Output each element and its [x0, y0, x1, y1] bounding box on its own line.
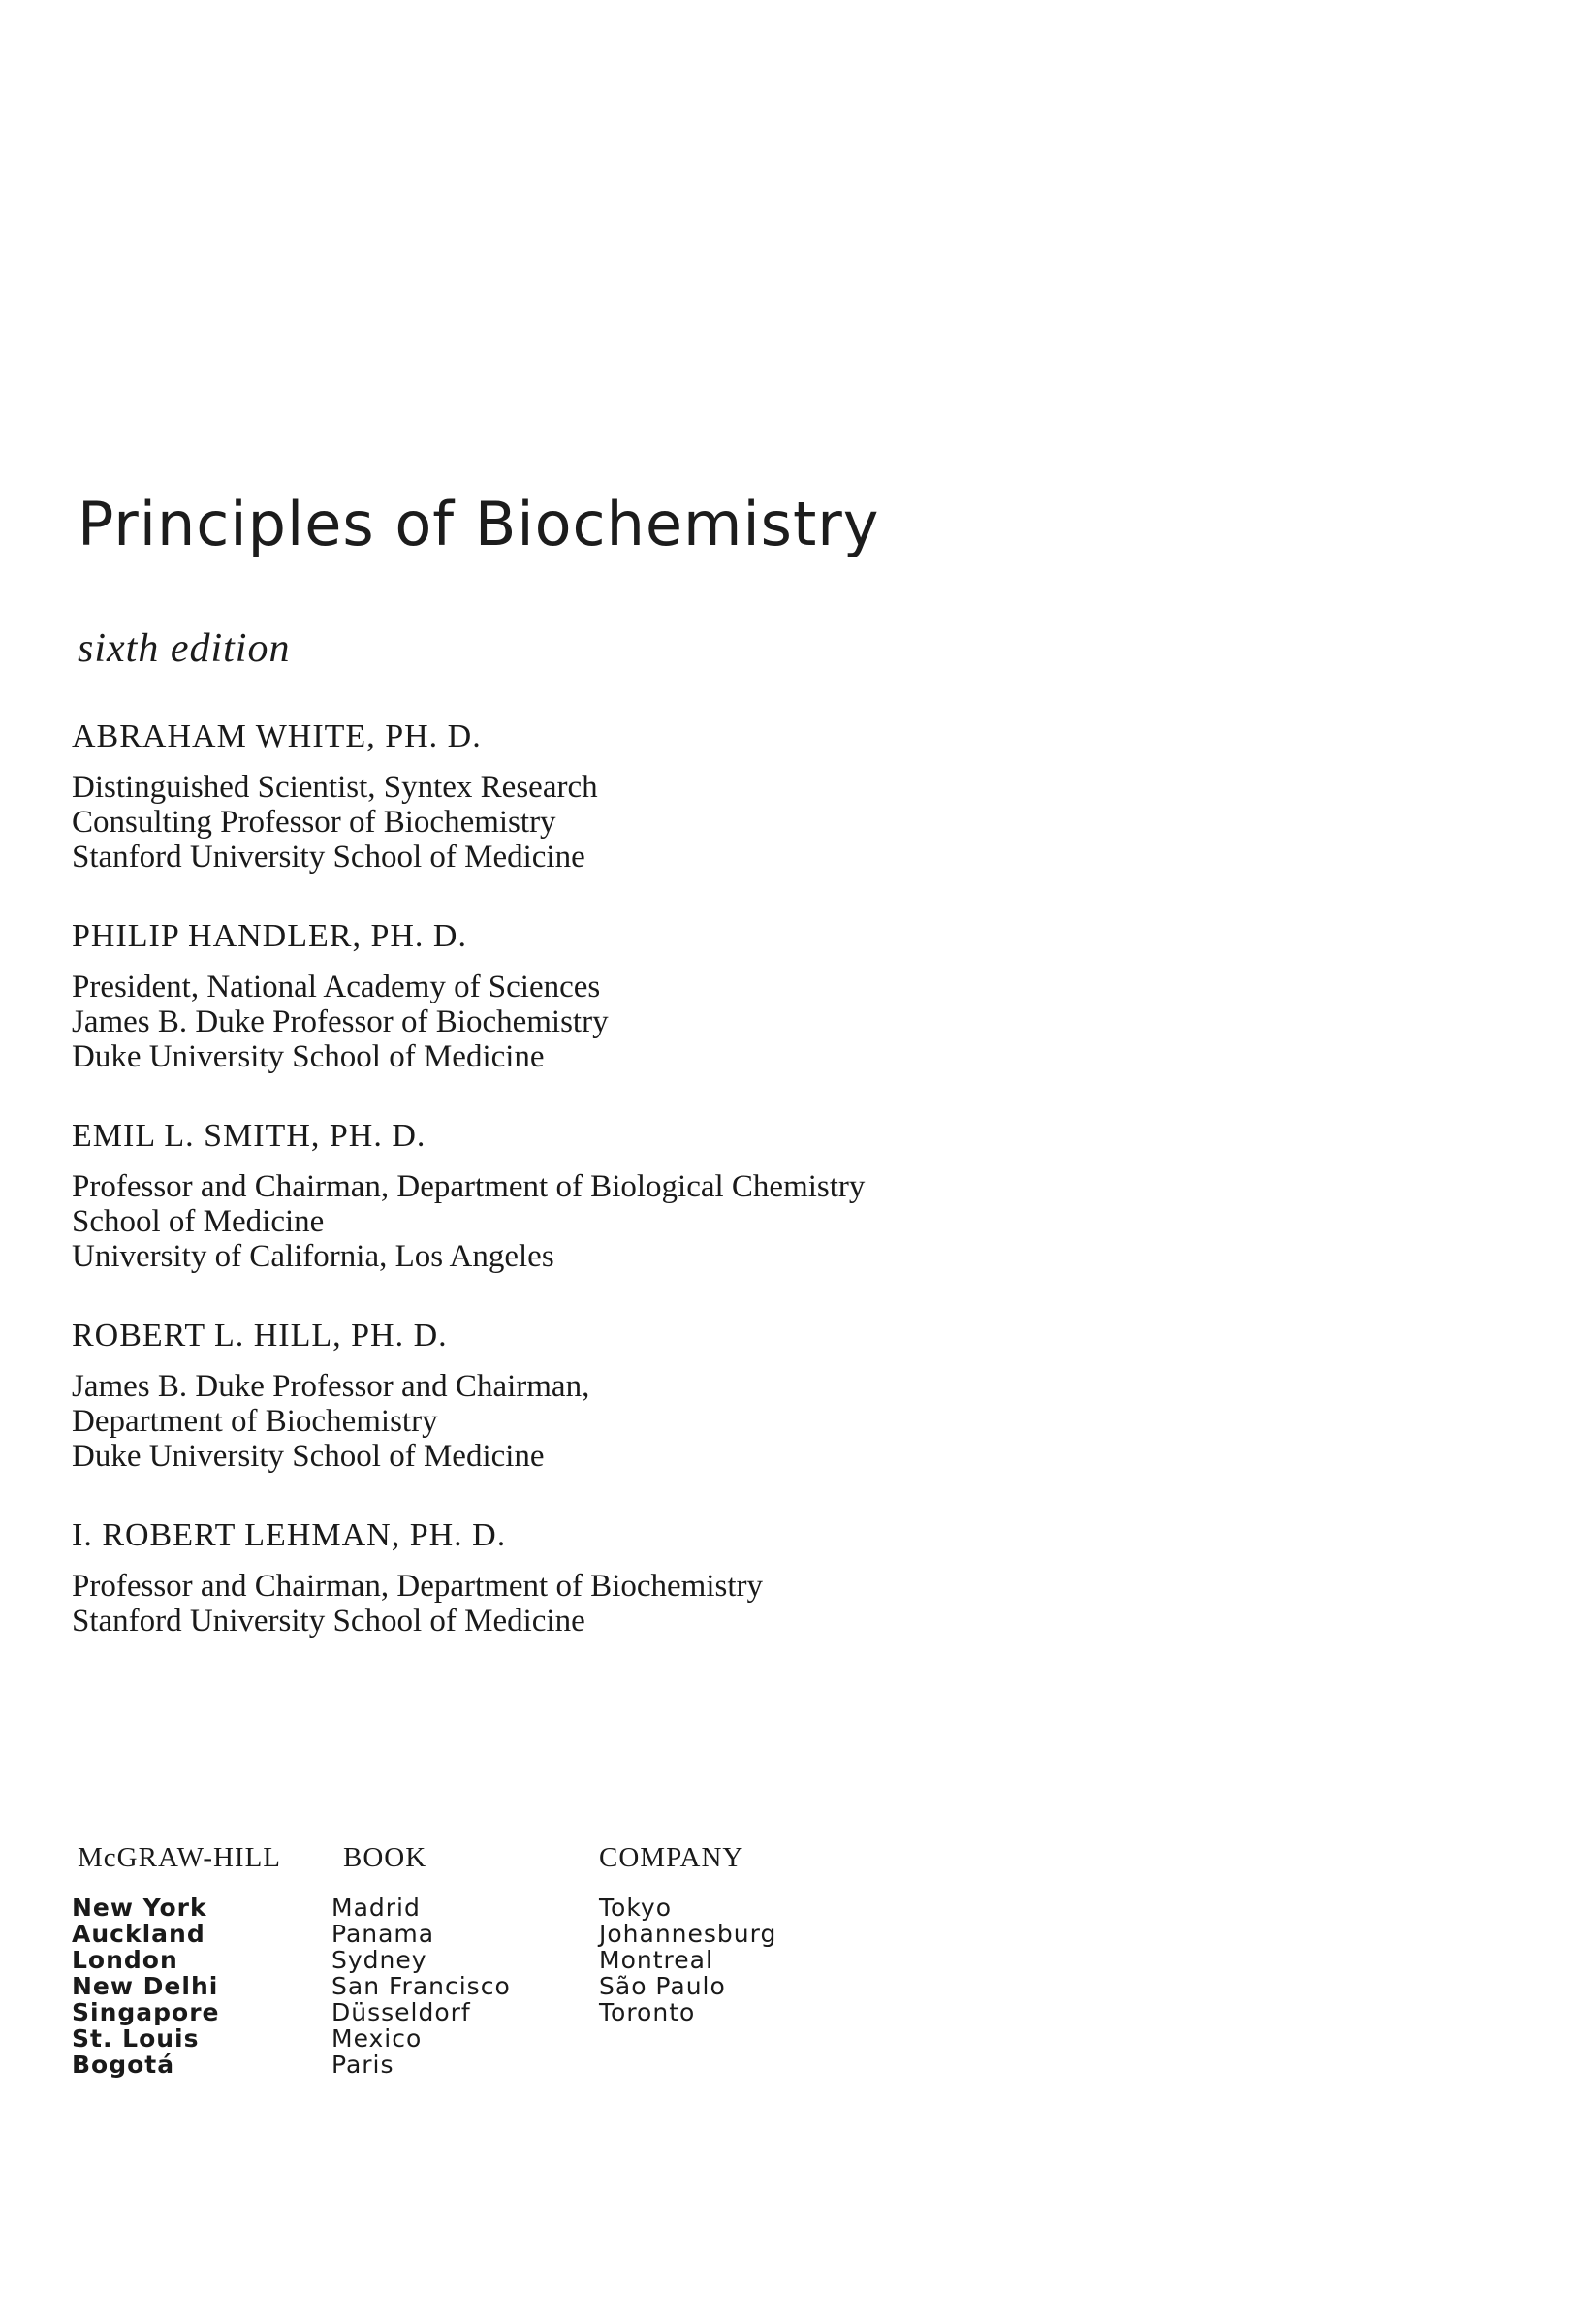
city-name: Mexico — [331, 2024, 423, 2053]
city-name: Madrid — [331, 1894, 421, 1922]
author-affiliation: Duke University School of Medicine — [72, 1039, 545, 1074]
edition-label: sixth edition — [78, 626, 291, 671]
city-name: Sydney — [331, 1946, 427, 1974]
author-affiliation: Professor and Chairman, Department of Biological Chemistry — [72, 1169, 866, 1204]
city-name: Bogotá — [72, 2051, 175, 2079]
author-entry — [72, 917, 1429, 1074]
author-affiliation: Duke University School of Medicine — [72, 1439, 545, 1474]
page-title: Principles of Biochemistry — [78, 488, 880, 559]
city-name: Auckland — [72, 1920, 205, 1948]
city-name: São Paulo — [599, 1972, 726, 2000]
authors-list — [72, 717, 1429, 1681]
publisher-block — [72, 1842, 1235, 2079]
city-name: Montreal — [599, 1946, 713, 1974]
author-affiliation: University of California, Los Angeles — [72, 1239, 554, 1274]
city-name: Johannesburg — [599, 1920, 777, 1948]
author-name: ROBERT L. HILL, PH. D. — [72, 1318, 448, 1353]
author-entry — [72, 1317, 1429, 1474]
city-name: San Francisco — [331, 1972, 511, 2000]
city-column — [331, 1894, 511, 2078]
author-name: I. ROBERT LEHMAN, PH. D. — [72, 1517, 507, 1553]
author-name: EMIL L. SMITH, PH. D. — [72, 1118, 426, 1154]
city-name: Panama — [331, 1920, 435, 1948]
city-name: New Delhi — [72, 1972, 219, 2000]
author-affiliation: James B. Duke Professor of Biochemistry — [72, 1004, 609, 1039]
city-name: Singapore — [72, 1998, 220, 2026]
author-affiliation: Distinguished Scientist, Syntex Research — [72, 770, 598, 805]
author-affiliation: Stanford University School of Medicine — [72, 1604, 585, 1639]
city-name: Toronto — [599, 1998, 696, 2026]
author-affiliation: President, National Academy of Sciences — [72, 970, 601, 1004]
author-affiliation: Department of Biochemistry — [72, 1404, 438, 1439]
author-entry — [72, 1516, 1429, 1639]
publisher-name — [72, 1842, 1235, 1881]
author-affiliation: Consulting Professor of Biochemistry — [72, 805, 556, 840]
city-column — [72, 1894, 220, 2078]
city-name: Düsseldorf — [331, 1998, 471, 2026]
author-entry — [72, 1117, 1429, 1274]
author-affiliation: James B. Duke Professor and Chairman, — [72, 1369, 590, 1404]
author-entry — [72, 717, 1429, 875]
city-name: New York — [72, 1894, 207, 1922]
city-name: Paris — [331, 2051, 394, 2079]
publisher-name-part: McGRAW-HILL — [78, 1842, 282, 1873]
city-name: London — [72, 1946, 178, 1974]
author-affiliation: School of Medicine — [72, 1204, 325, 1239]
author-name: PHILIP HANDLER, PH. D. — [72, 918, 467, 954]
publisher-name-part: COMPANY — [599, 1842, 744, 1873]
city-name: Tokyo — [599, 1894, 672, 1922]
author-affiliation: Professor and Chairman, Department of Biochemistry — [72, 1569, 763, 1604]
author-name: ABRAHAM WHITE, PH. D. — [72, 718, 482, 754]
city-name: St. Louis — [72, 2024, 200, 2053]
city-column — [599, 1894, 776, 2025]
publisher-name-part: BOOK — [343, 1842, 427, 1873]
author-affiliation: Stanford University School of Medicine — [72, 840, 585, 875]
